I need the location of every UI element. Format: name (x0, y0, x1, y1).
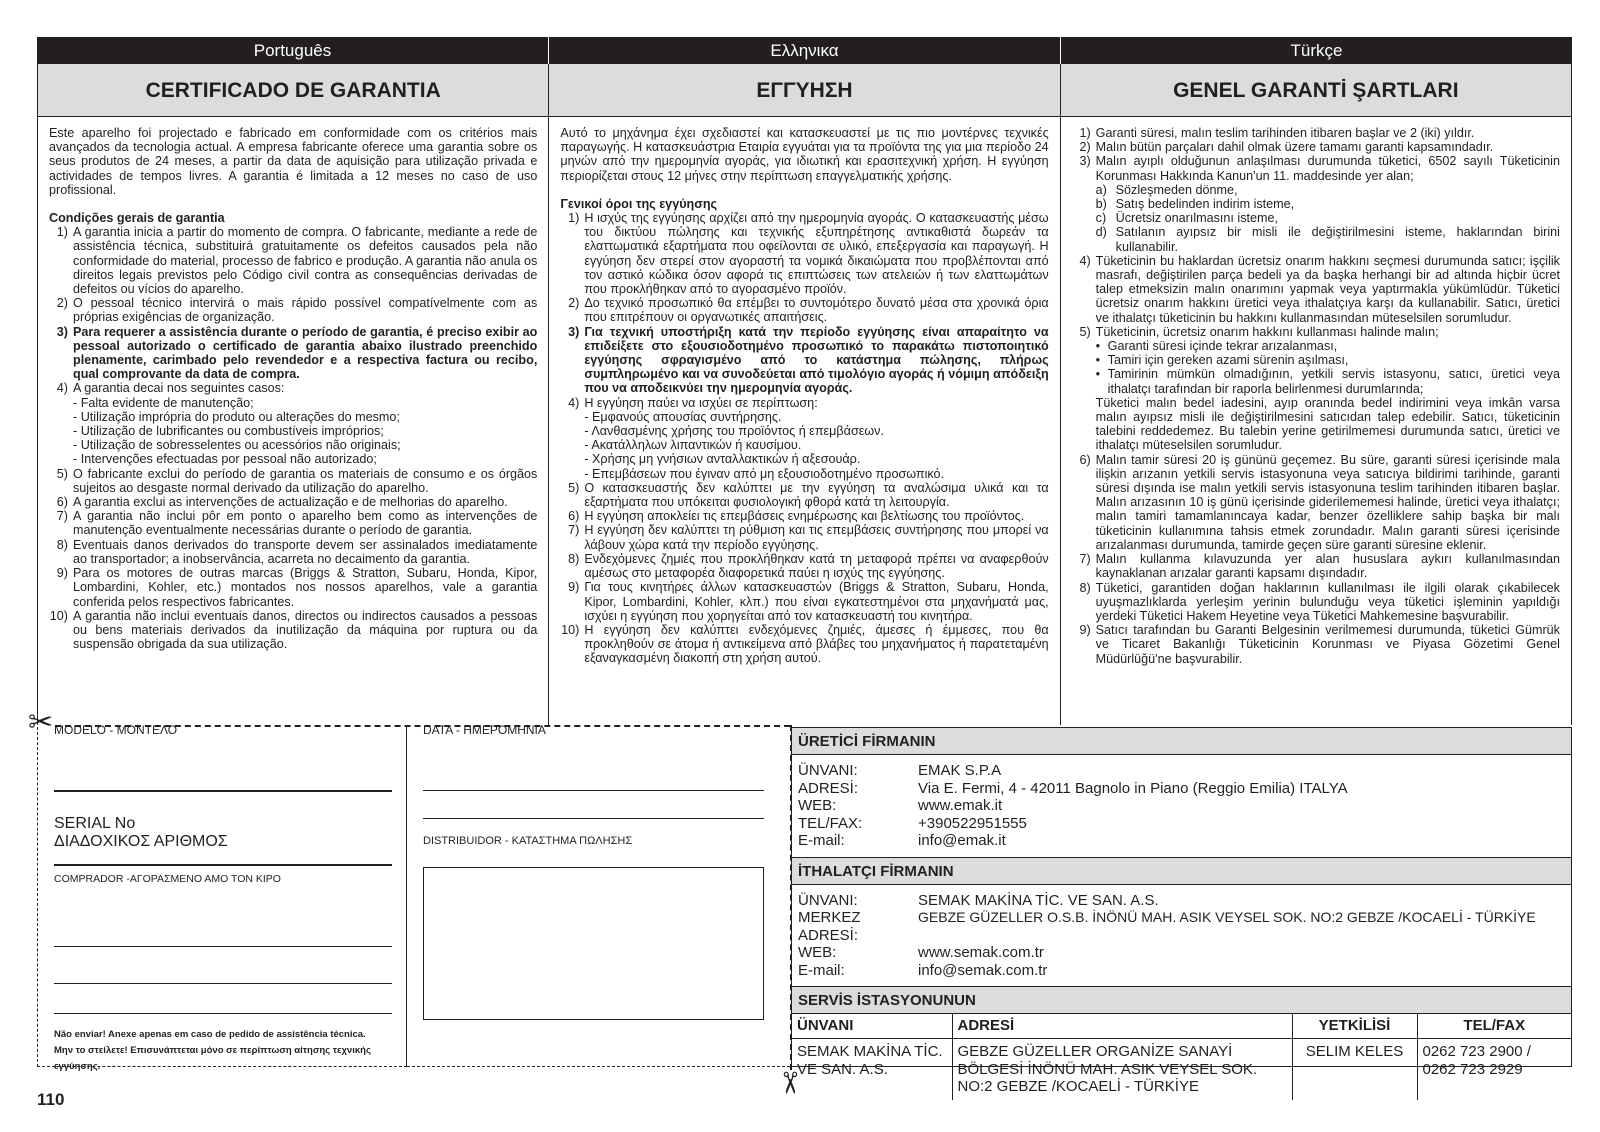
table-row (792, 1039, 1571, 1100)
service-contact: SELIM KELES (1292, 1039, 1417, 1100)
manufacturer-value: info@emak.it (918, 832, 1006, 849)
serial-line[interactable] (54, 864, 392, 866)
manufacturer-key: WEB: (798, 797, 837, 814)
gr-item: 9) Για τους κινητήρες άλλων κατασκευαστών (Briggs & Stratton, Subaru, Honda, Kipor, Lombardini, Kohler, κλπ.) που είναι εγκατεστημένοι στα μηχανήματά μας, ισχύει η εγγύηση που χορηγείται από τον κατασκευαστή του κινητήρα. (568, 580, 1049, 623)
tr-bullet: • Garanti süresi içinde tekrar arızalanması, (1095, 339, 1338, 354)
tr-item: 5) Tüketicinin, ücretsiz onarım hakkını kullanması halinde malın; (1079, 324, 1439, 339)
comprador-label: COMPRADOR -ΑΓΟΡΑΣΜΕΝΟ ΑΜΟ ΤΟΝ ΚΙΡΟ (54, 873, 281, 885)
tr-item: 2) Malın bütün parçaları dahil olmak üzere tamamı garanti kapsamındadır. (1079, 140, 1494, 155)
service-name: SEMAK MAKİNA TİC. VE SAN. A.S. (797, 1043, 943, 1078)
distributor-stamp-box[interactable] (423, 867, 764, 1020)
pt-heading: Condições gerais de garantia (49, 211, 225, 226)
tr-sub-item: c) Ücretsiz onarılmasını isteme, (1095, 211, 1279, 226)
manufacturer-key: ÜNVANI: (798, 762, 858, 779)
data-line[interactable] (423, 818, 764, 819)
manufacturer-key: TEL/FAX: (798, 814, 863, 832)
tr-sub-item: b) Satış bedelinden indirim isteme, (1095, 197, 1295, 212)
service-col-address: ADRESİ (952, 1014, 1292, 1039)
importer-value: www.semak.com.tr (918, 944, 1044, 961)
manufacturer-value: Via E. Fermi, 4 - 42011 Bagnolo in Piano (Reggio Emilia) ITALYA (918, 779, 1348, 797)
importer-key: E-mail: (798, 961, 845, 979)
scissors-icon: ✂ (28, 706, 54, 739)
manufacturer-value: EMAK S.P.A (918, 762, 1002, 779)
importer-value: info@semak.com.tr (918, 961, 1048, 979)
gr-item: 10) Η εγγύηση δεν καλύπτει ενδεχόμενες ζημιές, άμεσες ή έμμεσες, που θα προκληθούν σε άτομα ή αντικείμενα από βλάβες του μηχανήματος ή παρατεταμένη εξαναγκασμένη διακοπή στη χρήση αυτού. (561, 622, 1049, 666)
tr-item: 8) Tüketici, garantiden doğan haklarının kullanılması ile ilgili olarak çıkabilecek uyuşmazlıklarda yerleşim yerinin bulunduğu veya tüketici işleminin yapıldığı yerdeki Tüketici Hakem Heyetine veya Tüketici Mahkemesine başvurabilir. (1079, 580, 1560, 623)
tr-sub-item: a) Sözleşmeden dönme, (1095, 182, 1238, 197)
tr-paragraph: Tüketici malın bedel iadesini, ayıp oranında bedel indirimini veya imkân varsa malın ayıpsız misli ile değiştirilmesini satıcıdan talep edebilir. Satıcı, tüketicinin talebini reddedemez. Bu talebin yerine getirilmemesi durumunda satıcı, üretici ve ithalatçı müteselsilen sorumludur. (1095, 395, 1560, 453)
importer-info (792, 885, 1571, 987)
pt-intro: Este aparelho foi projectado e fabricado em conformidade com os critérios mais avançados da tecnologia actual. A empresa fabricante oferece uma garantia sobre os seus produtos de 24 meses, a partir da data de aquisição para utilização privada e actividades de tempos livres. A garantia é limitada a 12 meses no caso de uso profissional. (49, 126, 538, 197)
gr-item: 2) Δο τεχνικό προσωπικό θα επέμβει το συντομότερο δυνατό μέσα στα χρονικά όρια που επιτρέπουν οι οργανωτικές απαιτήσεις. (568, 296, 1049, 325)
pt-sub-item: - Intervenções efectuadas por pessoal não autorizado; (73, 452, 377, 467)
importer-key: ÜNVANI: (798, 891, 858, 909)
gr-item: 7) Η εγγύηση δεν καλύπτει τη ρύθμιση και τις επεμβάσεις συντήρησης που μπορεί να λάβουν χώρα κατά την περίοδο εγγύησης. (568, 523, 1049, 552)
comprador-line[interactable] (54, 1013, 392, 1014)
manufacturer-value: www.emak.it (918, 797, 1003, 814)
gr-heading: Γενικοί όροι της εγγύησης (560, 196, 718, 211)
modelo-label: MODELO - ΜΟΝΤΕΛΟ (54, 723, 178, 737)
comprador-line[interactable] (54, 946, 392, 947)
gr-item: 6) Η εγγύηση αποκλείει τις επεμβάσεις ενημέρωσης και βελτίωσης του προϊόντος. (568, 509, 1025, 524)
portuguese-column (38, 117, 548, 725)
gr-item: 5) Ο κατασκευαστής δεν καλύπτει με την εγγύηση τα αναλώσιμα υλικά και τα εξαρτήματα που υπόκειται φυσιολογική φθορά κατά τη λειτουργία. (568, 480, 1049, 510)
pt-item: 5) O fabricante exclui do período de garantia os materiais de consumo e os órgãos sujeitos ao desgaste normal derivado da utilização do aparelho. (56, 466, 538, 495)
page-number: 110 (37, 1090, 65, 1109)
data-line[interactable] (423, 790, 764, 791)
importer-key: MERKEZ ADRESİ: (798, 909, 861, 944)
gr-sub-item: - Ακατάλληλων λιπαντικών ή καυσίμου. (584, 438, 802, 453)
service-tel (1417, 1039, 1571, 1100)
tr-item: 9) Satıcı tarafından bu Garanti Belgesinin verilmemesi durumunda, tüketici Gümrük ve Ticaret Bakanlığı Tüketicinin Korunması ve Piyasa Gözetimi Genel Müdürlüğü'ne başvurabilir. (1079, 623, 1560, 666)
manufacturer-key: E-mail: (798, 832, 845, 849)
importer-value: GEBZE GÜZELLER O.S.B. İNÖNÜ MAH. ASIK VEYSEL SOK. NO:2 GEBZE /KOCAELİ - TÜRKİYE (918, 909, 1536, 925)
serial-label-greek: ΔΙΑΔΟΧΙΚΟΣ ΑΡΙΘΜΟΣ (54, 833, 228, 850)
data-label: DATA - ΗΜΕΡΟΜΗΝΙΑ (423, 723, 546, 737)
tr-item: 4) Tüketicinin bu haklardan ücretsiz onarım hakkını seçmesi durumunda satıcı; işçilik masrafı, değiştirilen parça bedeli ya da başka herhangi bir ad altında hiçbir ücret talep etmeksizin malın onarımını yapmak veya yaptırmakla yükümlüdür. Tüketici ücretsiz onarım hakkını üretici veya ithalatçıya karşı da kullanabilir. Satıcı, üretici ve ithalatçı tüketicinin bu hakkını kullanmasından müteselsilen sorumludur. (1079, 253, 1560, 325)
gr-sub-item: - Χρήσης μη γνήσιων ανταλλακτικών ή αξεσουάρ. (584, 452, 861, 467)
gr-sub-item: - Εμφανούς απουσίας συντήρησης. (584, 409, 782, 424)
language-portuguese: Português (253, 41, 332, 60)
service-header: SERVİS İSTASYONUNUN (792, 986, 1571, 1014)
tr-item: 6) Malın tamir süresi 20 iş gününü geçemez. Bu süre, garanti süresi içerisinde mala ilişkin arızanın yetkili servis istasyonuna veya satıcıya bildirimi tarihinde, garanti süresi dışında ise malın yetkili servis istasyonuna teslim tarihinden itibaren başlar. Malın arızasının 10 iş günü içerisinde giderilememesi halinde, üretici veya ithalatçı; malın tamiri tamamlanıncaya kadar, benzer özelliklere sahip başka bir malı tüketicinin kullanımına tahsis etmek zorundadır. Malın garanti süresi içerisinde arızalanması durumunda, tamirde geçen süre garanti süresine eklenir. (1079, 452, 1560, 552)
note-portuguese: Não enviar! Anexe apenas em caso de pedido de assistência técnica. (54, 1029, 366, 1040)
modelo-line[interactable] (54, 790, 392, 792)
service-col-contact: YETKİLİSİ (1292, 1014, 1417, 1039)
tr-item: 7) Malın kullanma kılavuzunda yer alan hususlara aykırı kullanılmasından kaynaklanan arızalar garanti kapsamı dışındadır. (1079, 552, 1560, 581)
title-turkish: GENEL GARANTİ ŞARTLARI (1060, 64, 1571, 116)
title-portuguese: CERTIFICADO DE GARANTIA (145, 79, 441, 102)
language-header-bar (37, 37, 1572, 64)
scissors-icon: ✂ (772, 1070, 806, 1096)
service-table (792, 1014, 1571, 1100)
tr-sub-item: d) Satılanın ayıpsız bir misli ile değiştirilmesini isteme, haklarından birini kullanabilir. (1095, 225, 1560, 254)
gr-sub-item: - Λανθασμένης χρήσης του προϊόντος ή επεμβάσεων. (584, 424, 884, 439)
title-greek: ΕΓΓΥΗΣΗ (548, 64, 1059, 116)
service-address: GEBZE GÜZELLER ORGANİZE SANAYİ BÖLGESİ İNÖNÜ MAH. ASIK VEYSEL SOK. NO:2 GEBZE /KOCAELİ - TÜRKİYE (952, 1039, 1292, 1100)
gr-item: 1) Η ισχύς της εγγύησης αρχίζει από την ημερομηνία αγοράς. Ο κατασκευαστής μέσω του δικτύου πώλησης και τεχνικής εξυπηρέτησης αντικαθιστά δωρεάν τα ελαττωματικά εξαρτήματα που οφείλονται σε υλικό, επεξεργασία και παραγωγή. Η εγγύηση δεν στερεί στον αγοραστή τα νομικά δικαιώματα που προβλέπονται από τον αστικό κώδικα όσον αφορά τις επιπτώσεις των ατελειών ή των ελαττωμάτων που προκλήθηκαν από το αγορασμένο προϊόν. (568, 211, 1049, 297)
pt-item: 1) A garantia inicia a partir do momento de compra. O fabricante, mediante a rede de assistência técnica, substituirá gratuitamente os defeitos causados pela não conformidade do material, processo de fabrico e produção. A garantia não anula os direitos legais previstos pelo Código civil contra as consequências derivadas de defeitos ou vícios do aparelho. (56, 225, 538, 297)
pt-item: 9) Para os motores de outras marcas (Briggs & Stratton, Subaru, Honda, Kipor, Lombardini, Kohler, etc.) montados nos nossos aparelhos, vale a garantia conferida pelos respectivos fabricantes. (56, 566, 538, 609)
manufacturer-value: +390522951555 (918, 814, 1027, 832)
distribuidor-label: DISTRIBUIDOR - ΚΑΤΑΣΤΗΜΑ ΠΩΛΗΣΗΣ (423, 835, 633, 847)
pt-sub-item: - Falta evidente de manutenção; (73, 395, 254, 410)
gr-item: 3) Για τεχνική υποστήριξη κατά την περίοδο εγγύησης είναι απαραίτητο να επιδείξετε στο εξουσιοδοτημένο προσωπικό το παρακάτω πιστοποιητικό εγγύησης σφραγισμένο από το κατάστημα πώλησης, πλήρως συμπληρωμένο και να συνοδεύεται από τιμολόγιο αγοράς ή νόμιμη απόδειξη που να αποδεικνύει την ημερομηνία αγοράς. (568, 324, 1049, 396)
tr-item: 1) Garanti süresi, malın teslim tarihinden itibaren başlar ve 2 (iki) yıldır. (1079, 126, 1475, 140)
pt-item: 7) A garantia não inclui pôr em ponto o aparelho bem como as intervenções de manutenção eventualmente necessárias durante o período de garantia. (56, 509, 538, 538)
gr-sub-item: - Επεμβάσεων που έγιναν από μη εξουσιοδοτημένο προσωπικό. (584, 466, 945, 481)
pt-sub-item: - Utilização de lubrificantes ou combustíveis impróprios; (73, 424, 384, 439)
gr-item: 8) Ενδεχόμενες ζημιές που προκλήθηκαν κατά τη μεταφορά πρέπει να αναφερθούν αμέσως στο μεταφορέα διαφορετικά παύει η ισχύς της εγγύησης. (568, 551, 1049, 581)
pt-item: 10) A garantia não inclui eventuais danos, directos ou indirectos causados a pessoas ou bens materiais derivados da inutilização da máquina por ruptura ou da suspensão obrigada da sua utilização. (49, 608, 538, 652)
pt-sub-item: - Utilização de sobresselentes ou acessórios não originais; (73, 438, 401, 453)
serial-label: SERIAL No (54, 815, 136, 832)
language-greek: Ελληνικα (548, 37, 1060, 64)
importer-key: WEB: (798, 944, 837, 961)
gr-intro: Αυτό το μηχάνημα έχει σχεδιαστεί και κατασκευαστεί με τις πιο μοντέρνες τεχνικές παραγωγής. Η κατασκευάστρια Εταιρία εγγυάται για τα προϊόντα της για μια περίοδο 24 μηνών από την ημερομηνία αγοράς, για ιδιωτική και ερασιτεχνική χρήση. Η εγγύηση περιορίζεται στους 12 μήνες στην περίπτωση επαγγελματικής χρήσης. (560, 126, 1049, 183)
service-col-tel: TEL/FAX (1417, 1014, 1571, 1039)
pt-item: 8) Eventuais danos derivados do transporte devem ser assinalados imediatamente ao transportador; a inobservância, acarreta no decaimento da garantia. (56, 537, 538, 566)
pt-sub-item: - Utilização imprópria do produto ou alterações do mesmo; (73, 409, 400, 424)
company-info-panel (791, 727, 1572, 1095)
comprador-line[interactable] (54, 983, 392, 984)
pt-item: 4) A garantia decai nos seguintes casos: (56, 381, 285, 396)
manufacturer-info (792, 755, 1571, 857)
note-greek: Μην το στείλετε! Επισυνάπτεται μόνο σε περίπτωση αίτησης τεχνικής εγγύησης. (54, 1045, 371, 1072)
pt-item: 3) Para requerer a assistência durante o período de garantia, é preciso exibir ao pessoal autorizado o certificado de garantia abaixo ilustrado preenchido plenamente, carimbado pelo revendedor e a respectiva factura ou recibo, qual comprovante da data de compra. (56, 324, 538, 382)
service-tel-2: 0262 723 2929 (1422, 1060, 1523, 1078)
turkish-column (1060, 117, 1571, 725)
warranty-text-columns (37, 117, 1572, 725)
pt-item: 2) O pessoal técnico intervirá o mais rápido possível compatívelmente com as próprias exigências de organização. (56, 296, 538, 325)
title-bar (37, 64, 1572, 117)
pt-item: 6) A garantia exclui as intervenções de actualização e de melhorias do aparelho. (56, 495, 508, 510)
tr-bullet: • Tamirinin mümkün olmadığının, yetkili servis istasyonu, satıcı, üretici veya ithalatçı tarafından bir raporla belirlenmesi durumlarında; (1095, 367, 1560, 396)
language-turkish: Türkçe (1060, 37, 1572, 64)
manufacturer-key: ADRESİ: (798, 779, 859, 797)
importer-value: SEMAK MAKİNA TİC. VE SAN. A.S. (918, 891, 1159, 909)
gr-item: 4) Η εγγύηση παύει να ισχύει σε περίπτωση: (568, 395, 818, 410)
service-col-name: ÜNVANI (792, 1014, 952, 1039)
coupon-form-left (37, 723, 407, 1072)
coupon-form-middle (407, 723, 790, 1067)
greek-column (548, 117, 1059, 725)
tr-item: 3) Malın ayıplı olduğunun anlaşılması durumunda tüketici, 6502 sayılı Tüketicinin Korunması Hakkında Kanun'un 11. maddesinde yer alan; (1079, 154, 1560, 183)
service-tel-1: 0262 723 2900 / (1422, 1043, 1531, 1060)
tr-bullet: • Tamiri için gereken azami sürenin aşılması, (1095, 353, 1349, 368)
manufacturer-header: ÜRETİCİ FİRMANIN (792, 727, 1571, 755)
importer-header: İTHALATÇI FİRMANIN (792, 857, 1571, 885)
